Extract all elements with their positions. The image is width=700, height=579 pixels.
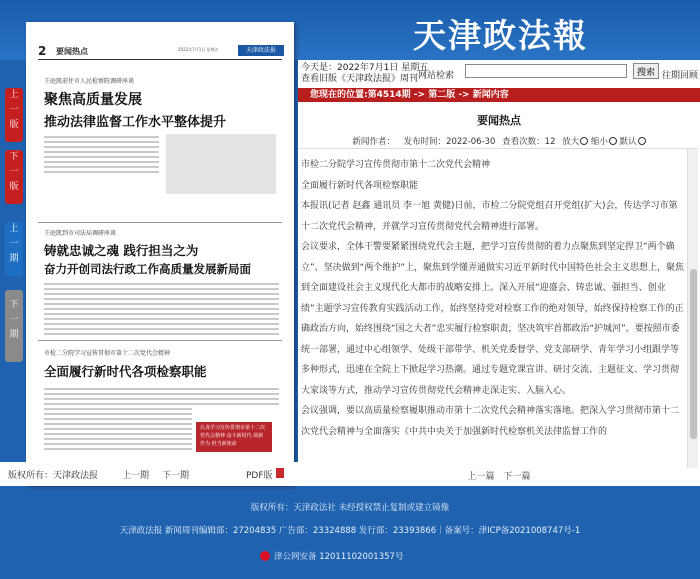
- article-headline: 全面履行新时代各项检察职能: [44, 364, 207, 379]
- article-body: [301, 155, 686, 442]
- article-kicker: 市检二分院学习宣传贯彻市第十二次党代会精神: [44, 350, 171, 357]
- paper-article-2[interactable]: [44, 228, 284, 338]
- article-views: 查看次数：12: [502, 137, 556, 147]
- breadcrumb: 您现在的位置:第4514期 -> 第二版 -> 新闻内容: [298, 88, 700, 102]
- police-record-text: 津公网安备 12011102001357号: [274, 552, 404, 562]
- pdf-icon[interactable]: [276, 468, 284, 478]
- article-paragraph: 会议要求，全体干警要紧紧围绕党代会主题，把学习宣传贯彻的着力点聚焦到坚定捍卫“两个确立”、坚决做到“两个维护”上，聚焦到学懂弄通做实习近平新时代中国特色社会主义思想上，聚焦到全面建设社会主义现代化大都市的战略安排上。深入开展“迎盛会、铸忠诚、强担当、创业绩”主题学习宣传教育实践活动工作，始终坚持党对检察工作的绝对领导，始终保持检察工作的正确政治方向，始终围绕“国之大者”忠实履行检察职责，坚决筑牢首都政治“护城河”。要按照市委统一部署，通过中心组领学、处级干部带学、机关党委督学、党支部研学、青年学习小组跟学等多种形式，迅速在全院上下掀起学习热潮。通过专题党课宣讲、研讨交流、主题征文、学习贯彻大家谈等方式，推动学习宣传贯彻党代会精神走深走实、入脑入心。: [301, 242, 684, 396]
- article-body-lines: [44, 283, 284, 335]
- newspaper-page[interactable]: [26, 22, 294, 485]
- article-headline: 推动法律监督工作水平整体提升: [44, 115, 227, 130]
- paper-page-number: 2: [38, 44, 47, 58]
- police-badge-icon: [260, 551, 270, 561]
- nav-char: 期: [9, 330, 19, 340]
- paper-red-caption: 认真学习宣传贯彻市第十二次党代会精神 奋斗新时代 展新作为 担当新使命: [196, 422, 272, 452]
- nav-char: 一: [9, 167, 19, 177]
- nav-char: 一: [9, 239, 19, 249]
- nav-char: 下: [9, 152, 19, 162]
- scrollbar[interactable]: [687, 149, 698, 468]
- masthead-logo: 天津政法報: [413, 16, 588, 55]
- article-paragraph: 本报讯(记者 赵鑫 通讯员 李一旭 黄健)日前，市检二分院党组召开党组(扩大)会，传达学习市第十二次党代会精神，并就学习宣传贯彻党代会精神进行部署。: [301, 201, 678, 232]
- prev-page-button[interactable]: [5, 88, 23, 142]
- article-column-block: [166, 134, 276, 194]
- nav-char: 上: [9, 224, 19, 234]
- article-paragraph: 全面履行新时代各项检察职能: [301, 180, 419, 191]
- default-radio[interactable]: [638, 137, 646, 145]
- paper-copyright: 版权所有：天津政法报: [8, 471, 99, 481]
- paper-nav-bar: [0, 462, 298, 486]
- paper-next-issue-link[interactable]: 下一期: [162, 471, 190, 481]
- paper-divider: [38, 340, 282, 341]
- footer-contacts: 天津政法报 新闻周刊编辑部：27204835 广告部：23324888 发行部：23393866｜备案号：津ICP备2021008747号-1: [119, 526, 581, 536]
- paper-logo: 天津政法报: [238, 45, 284, 56]
- enlarge-label: 放大: [562, 137, 580, 147]
- pdf-link[interactable]: PDF版: [246, 471, 273, 481]
- old-version-link[interactable]: 查看旧版《天津政法报》周刊: [301, 74, 419, 84]
- paper-prev-issue-link[interactable]: 上一期: [122, 471, 150, 481]
- next-issue-button[interactable]: [5, 290, 23, 362]
- nav-char: 一: [9, 105, 19, 115]
- nav-char: 上: [9, 90, 19, 100]
- paper-header: [38, 44, 282, 60]
- search-label: 网站检索: [418, 71, 455, 81]
- default-label: 默认: [619, 137, 637, 147]
- enlarge-radio[interactable]: [580, 137, 588, 145]
- footer-police-record[interactable]: [260, 550, 403, 562]
- paper-date: 2022年7月1日 星期五: [178, 47, 219, 52]
- paper-section-title: 要闻热点: [56, 47, 88, 56]
- article-publish-time: 发布时间：2022-06-30: [403, 137, 496, 147]
- article-meta: [298, 135, 700, 147]
- article-headline: 奋力开创司法行政工作高质量发展新局面: [44, 262, 251, 276]
- nav-char: 版: [9, 120, 19, 130]
- nav-char: 一: [9, 315, 19, 325]
- next-article-link[interactable]: 下一篇: [503, 472, 531, 482]
- article-panel: [298, 60, 700, 486]
- article-paragraph: 会议强调，要以高质量检察履职推动市第十二次党代会精神落实落地。把深入学习贯彻市第十二次党代会精神与全面落实《中共中央关于加强新时代检察机关法律监督工作的: [301, 406, 680, 437]
- past-issues-link[interactable]: 往期回顾: [662, 71, 699, 81]
- article-nav: [298, 468, 700, 486]
- article-headline: 聚焦高质量发展: [44, 92, 142, 108]
- article-kicker: 王庭凯到市司法局调研座谈: [44, 230, 117, 237]
- article-headline: 铸就忠诚之魂 践行担当之为: [44, 243, 199, 258]
- search-button[interactable]: 搜索: [633, 63, 659, 79]
- footer-copyright: 版权所有：天津政法社 未经授权禁止复制或建立镜像: [250, 503, 450, 513]
- article-author: 新闻作者：: [352, 137, 395, 147]
- prev-issue-button[interactable]: [5, 222, 23, 276]
- article-body-scrollbox[interactable]: [299, 148, 698, 468]
- nav-char: 下: [9, 300, 19, 310]
- shrink-label: 缩小: [590, 137, 608, 147]
- search-input[interactable]: [465, 64, 627, 78]
- prev-article-link[interactable]: 上一篇: [467, 472, 495, 482]
- footer: [0, 486, 700, 579]
- paper-divider: [38, 222, 282, 223]
- next-page-button[interactable]: [5, 150, 23, 204]
- today-date: 今天是：2022年7月1日 星期五: [301, 63, 429, 73]
- article-paragraph: 市检二分院学习宣传贯彻市第十二次党代会精神: [301, 160, 491, 170]
- shrink-radio[interactable]: [609, 137, 617, 145]
- nav-char: 期: [9, 254, 19, 264]
- article-title: 要闻热点: [477, 114, 521, 127]
- nav-char: 版: [9, 182, 19, 192]
- scrollbar-thumb[interactable]: [690, 269, 697, 439]
- article-kicker: 王庭凯前往市人民检察院调研座谈: [44, 78, 135, 85]
